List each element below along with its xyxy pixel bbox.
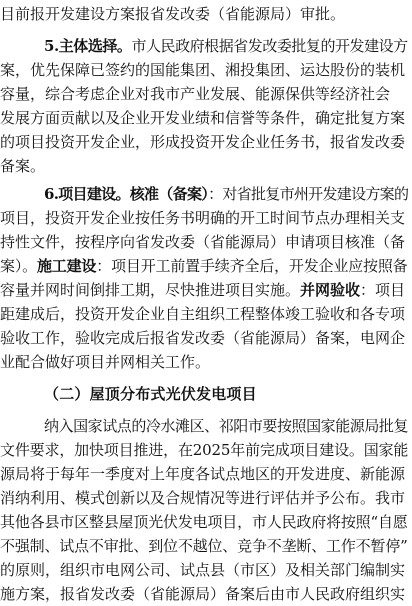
- text-line: [0, 302, 408, 326]
- text-line: [0, 154, 408, 178]
- text-line: [0, 82, 408, 106]
- text-segment: 的原则，组织市电网公司、试点县（市区）及相关部门编制实: [0, 561, 406, 579]
- text-line: [0, 438, 408, 462]
- text-line: [0, 582, 408, 606]
- text-segment: 发展方面贡献以及企业开发业绩和信誉等条件，确定批复方案: [0, 109, 406, 127]
- text-line: [0, 278, 408, 302]
- text-line: [0, 206, 408, 230]
- text-line: [0, 58, 408, 82]
- bold-text: （二）屋顶分布式光伏发电项目: [44, 385, 257, 403]
- text-line: [0, 510, 408, 534]
- text-segment: 不强制、试点不审批、到位不越位、竞争不垄断、工作不暂停”: [0, 537, 408, 555]
- section-heading-rooftop-pv: [44, 382, 408, 406]
- text-line: [0, 326, 408, 350]
- text-segment: 文件要求，加快项目推进，在2025年前完成项目建设。国家能: [0, 441, 408, 459]
- text-segment: 目前报开发建设方案报省发改委（省能源局）审批。: [0, 5, 346, 23]
- text-segment: ：项目开工前置手续齐全后，开发企业应按照备: [96, 257, 408, 275]
- text-segment: 验收工作，验收完成后报省发改委（省能源局）备案，电网企: [0, 329, 406, 347]
- text-segment: 项目，投资开发企业按任务书明确的开工时间节点办理相关支: [0, 209, 406, 227]
- text-segment: 其他各县市区整县屋顶光伏发电项目，市人民政府将按照“自愿: [0, 513, 408, 531]
- text-segment: 纳入国家试点的冷水滩区、祁阳市要按照国家能源局批复: [44, 417, 408, 435]
- bold-text: 5.主体选择。: [44, 37, 132, 55]
- text-line: [44, 414, 408, 438]
- text-line: [0, 106, 408, 130]
- text-segment: 距建成后，投资开发企业自主组织工程整体竣工验收和各专项: [0, 305, 406, 323]
- text-line: [0, 462, 408, 486]
- text-line: [0, 230, 408, 254]
- text-segment: 持性文件，按程序向省发改委（省能源局）申请项目核准（备: [0, 233, 406, 251]
- text-segment: 容量，综合考虑企业对我市产业发展、能源保供等经济社会: [0, 85, 391, 103]
- bold-text: 并网验收: [300, 281, 361, 299]
- text-line: [0, 350, 408, 374]
- section-heading-project-construction: [44, 182, 408, 206]
- text-segment: 业配合做好项目并网相关工作。: [0, 353, 211, 371]
- bold-text: 6.项目建设。核准（备案）: [44, 185, 209, 203]
- text-segment: ：项目: [360, 281, 406, 299]
- text-segment: ：对省批复市州开发建设方案的: [208, 185, 408, 203]
- text-line: [0, 130, 408, 154]
- text-segment: 案，优先保障已签约的国能集团、湘投集团、运达股份的装机: [0, 61, 406, 79]
- text-segment: 的项目投资开发企业，形成投资开发企业任务书，报省发改委: [0, 133, 406, 151]
- text-segment: 源局将于每年一季度对上年度各试点地区的开发进度、新能源: [0, 465, 406, 483]
- bold-text: 施工建设: [36, 257, 97, 275]
- text-segment: 案）。: [0, 257, 37, 275]
- text-segment: 市人民政府根据省发改委批复的开发建设方: [131, 37, 408, 55]
- text-line: [0, 254, 408, 278]
- text-line: [0, 486, 408, 510]
- text-line: [0, 534, 408, 558]
- text-segment: 消纳利用、模式创新以及合规情况等进行评估并予公布。我市: [0, 489, 406, 507]
- text-line: [0, 558, 408, 582]
- text-segment: 备案。: [0, 157, 46, 175]
- text-line: [0, 2, 408, 26]
- text-segment: 施方案，报省发改委（省能源局）备案后由市人民政府组织实: [0, 585, 406, 603]
- text-segment: 容量并网时间倒排工期，尽快推进项目实施。: [0, 281, 301, 299]
- section-heading-subject-selection: [44, 34, 408, 58]
